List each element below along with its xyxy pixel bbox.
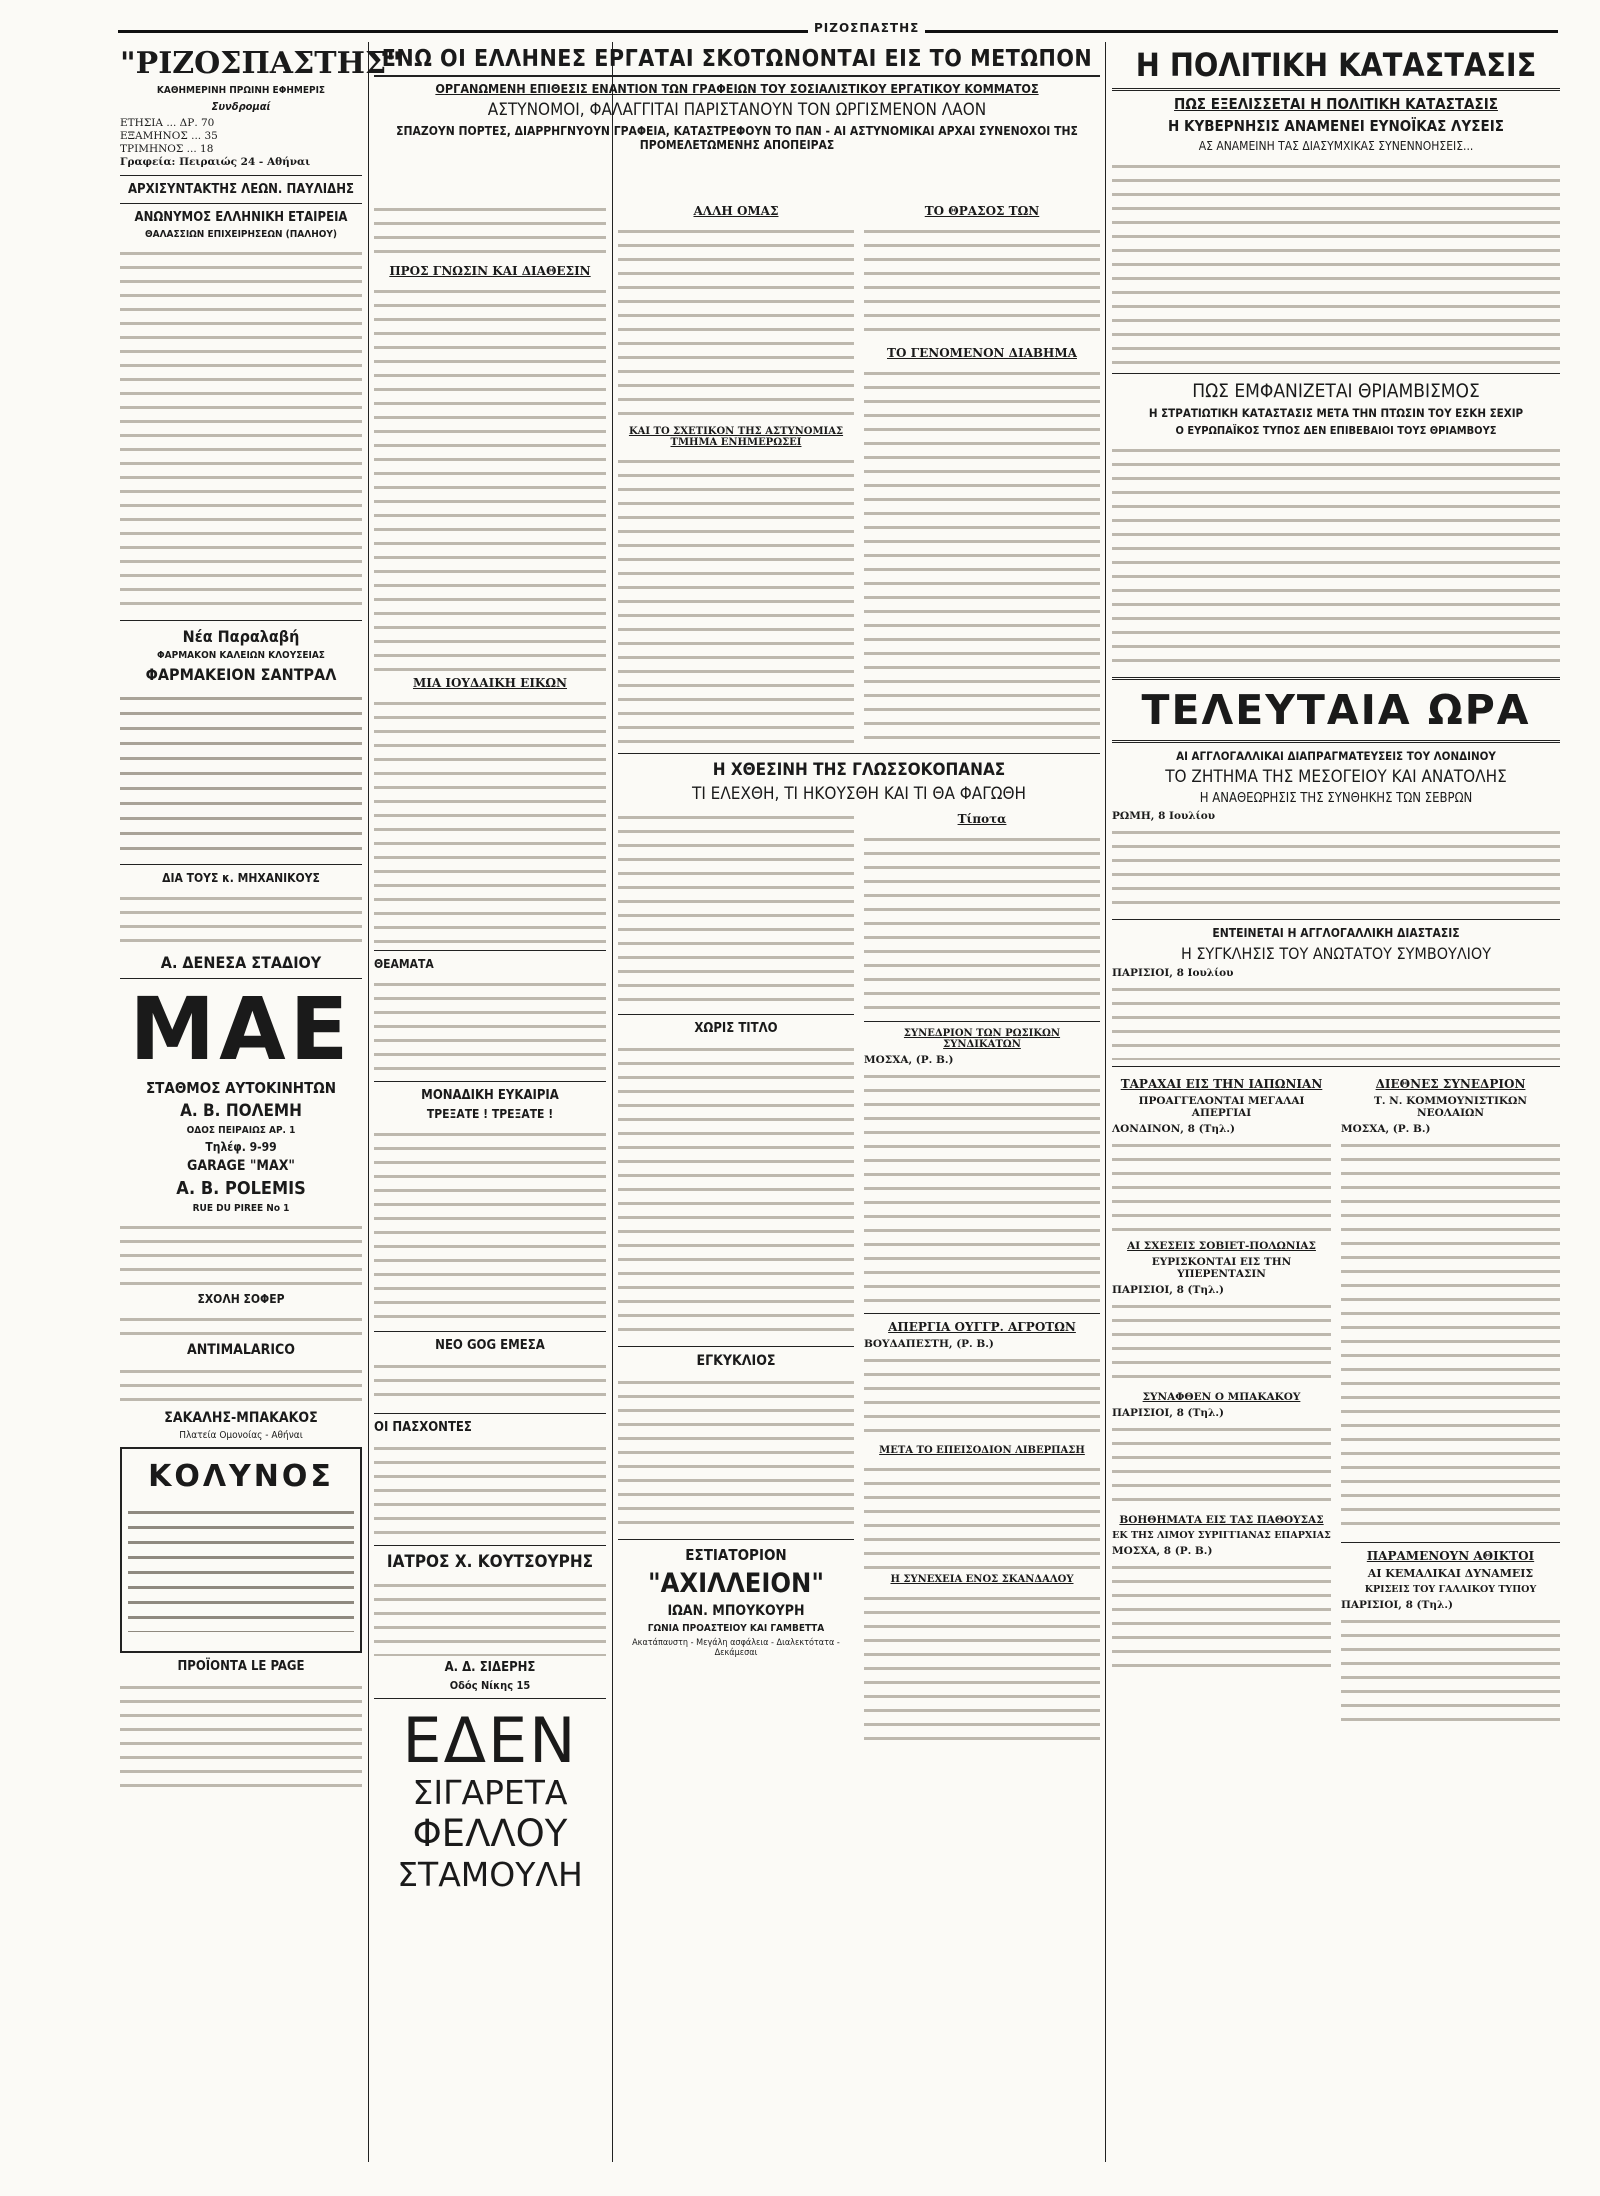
moscow-3-dateline: ΜΟΣΧΑ, (Ρ. Β.) — [1341, 1123, 1431, 1135]
politics-sub-3: ΑΣ ΑΝΑΜΕΙΝΗ ΤΑΣ ΔΙΑΣΥΜΧΙΚΑΣ ΣΥΝΕΝΝΟΗΣΕΙΣ... — [1198, 139, 1474, 153]
heading-eikon: ΜΙΑ ΙΟΥΔΑΙΚΗ ΕΙΚΩΝ — [412, 676, 568, 690]
main-sub-3: ΣΠΑΖΟΥΝ ΠΟΡΤΕΣ, ΔΙΑΡΡΗΓΝΥΟΥΝ ΓΡΑΦΕΙΑ, ΚΑΤΑΣΤΡΕΦΟΥΝ ΤΟ ΠΑΝ - ΑΙ ΑΣΤΥΝΟΜΙΚΑΙ ΑΡΧΑΙ ΣΥΝΕΝΟΧΟΙ ΤΗΣ ΠΡΟΜΕΛΕΤΩΜΕΝΗΣ ΑΠΟΠΕΙΡΑΣ — [396, 124, 1078, 152]
sideris-address: Οδός Νίκης 15 — [449, 1679, 531, 1692]
heading-alli: ΑΛΛΗ ΟΜΑΣ — [693, 204, 779, 218]
owner: ΙΩΑΝ. ΜΠΟΥΚΟΥΡΗ — [667, 1603, 805, 1619]
teleutaia-1: ΑΙ ΑΓΓΛΟΓΑΛΛΙΚΑΙ ΔΙΑΠΡΑΓΜΑΤΕΥΣΕΙΣ ΤΟΥ ΛΟΝΔΙΝΟΥ — [1176, 749, 1496, 763]
engineers-heading: ΔΙΑ ΤΟΥΣ κ. ΜΗΧΑΝΙΚΟΥΣ — [162, 871, 320, 885]
roma-dateline: ΡΩΜΗ, 8 Ιουλίου — [1112, 810, 1215, 822]
pharmacy-text — [120, 688, 362, 858]
polemi-name: Α. Β. ΠΟΛΕΜΗ — [180, 1101, 302, 1121]
heading-astynomia: ΚΑΙ ΤΟ ΣΧΕΤΙΚΟΝ ΤΗΣ ΑΣΤΥΝΟΜΙΑΣ ΤΜΗΜΑ ΕΝΗΜΕΡΩΣΕΙ — [628, 426, 844, 448]
kolynos-title: ΚΟΛΥΝΟΣ — [148, 1459, 334, 1494]
meta-epeisodion: ΜΕΤΑ ΤΟ ΕΠΕΙΣΟΔΙΟΝ ΛΙΒΕΡΠΑΣΗ — [879, 1445, 1085, 1456]
polemi-phone: Τηλέφ. 9-99 — [205, 1140, 277, 1154]
station-ad: ΣΤΑΘΜΟΣ ΑΥΤΟΚΙΝΗΤΩΝ — [145, 1079, 337, 1097]
new-arrival: Νέα Παραλαβή — [182, 627, 300, 646]
driving-school: ΣΧΟΛΗ ΣΟΦΕΡ — [197, 1292, 285, 1306]
column-3 — [618, 200, 1100, 1749]
monadiki-heading: ΜΟΝΑΔΙΚΗ ΕΥΚΑΙΡΙΑ — [421, 1088, 559, 1103]
theamata-text — [374, 975, 606, 1075]
rate-2: ΕΞΑΜΗΝΟΣ ... 35 — [120, 130, 218, 142]
article-text-2 — [374, 694, 606, 944]
column-2 — [374, 200, 606, 1895]
address: ΓΩΝΙΑ ΠΡΟΑΣΤΕΙΟΥ ΚΑΙ ΓΑΜΒΕΤΤΑ — [647, 1623, 825, 1634]
garage-text — [120, 1218, 362, 1288]
sakalis-address: Πλατεία Ομονοίας - Αθήναι — [179, 1430, 303, 1441]
paramenoun-2: ΑΙ ΚΕΜΑΛΙΚΑΙ ΔΥΝΑΜΕΙΣ — [1367, 1567, 1534, 1580]
trexate-heading: ΤΡΕΞΑΤΕ ! ΤΡΕΞΑΤΕ ! — [426, 1107, 554, 1121]
monadiki-text — [374, 1125, 606, 1325]
estiatorion: ΕΣΤΙΑΤΟΡΙΟΝ — [685, 1546, 787, 1564]
thriamvismos-sub-2: Ο ΕΥΡΩΠΑΪΚΟΣ ΤΥΠΟΣ ΔΕΝ ΕΠΙΒΕΒΑΙΟΙ ΤΟΥΣ ΘΡΙΑΜΒΟΥΣ — [1175, 424, 1497, 437]
paris-2-dateline: ΠΑΡΙΣΙΟΙ, 8 (Τηλ.) — [1112, 1284, 1224, 1296]
heading-thrasos: ΤΟ ΘΡΑΣΟΣ ΤΩΝ — [924, 204, 1040, 218]
rate-3: ΤΡΙΜΗΝΟΣ ... 18 — [120, 143, 214, 155]
budapest-dateline: ΒΟΥΔΑΠΕΣΤΗ, (Ρ. Β.) — [864, 1338, 994, 1350]
glossokopana-headline: Η ΧΘΕΣΙΝΗ ΤΗΣ ΓΛΩΣΣΟΚΟΠΑΝΑΣ — [712, 760, 1006, 780]
column-right — [1112, 42, 1560, 1722]
polemis-name: A. B. POLEMIS — [176, 1178, 306, 1199]
denesa-ad: Α. ΔΕΝΕΣΑ ΣΤΑΔΙΟΥ — [160, 953, 322, 972]
thriamvismos-sub: Η ΣΤΡΑΤΙΩΤΙΚΗ ΚΑΤΑΣΤΑΣΙΣ ΜΕΤΑ ΤΗΝ ΠΤΩΣΙΝ ΤΟΥ ΕΣΚΗ ΣΕΧΙΡ — [1148, 406, 1524, 420]
engineers-text — [120, 889, 362, 949]
politics-sub-2: Η ΚΥΒΕΡΝΗΣΙΣ ΑΝΑΜΕΝΕΙ ΕΥΝΟΪΚΑΣ ΛΥΣΕΙΣ — [1168, 117, 1504, 135]
tipota: Τίποτα — [957, 812, 1007, 826]
shipping-notices-text — [120, 244, 362, 614]
garage-name: GARAGE "MAX" — [187, 1158, 295, 1174]
pharmacy-line: ΦΑΡΜΑΚΟΝ ΚΑΛΕΙΩΝ ΚΛΟΥΣΕΙΑΣ — [157, 650, 325, 661]
heading-gnosi: ΠΡΟΣ ΓΝΩΣΙΝ ΚΑΙ ΔΙΑΘΕΣΙΝ — [389, 264, 591, 278]
teleutaia-ora: ΤΕΛΕΥΤΑΙΑ ΩΡΑ — [1141, 686, 1531, 734]
theamata-heading: ΘΕΑΜΑΤΑ — [374, 957, 434, 971]
polemi-address: ΟΔΟΣ ΠΕΙΡΑΙΩΣ ΑΡ. 1 — [186, 1125, 296, 1136]
voithimata-2: ΕΚ ΤΗΣ ΛΙΜΟΥ ΣΥΡΙΓΓΙΑΝΑΣ ΕΠΑΡΧΙΑΣ — [1112, 1530, 1331, 1541]
moscow-2-dateline: ΜΟΣΧΑ, 8 (Ρ. Β.) — [1112, 1545, 1213, 1557]
apergiai: ΠΡΟΑΓΓΕΛΟΝΤΑΙ ΜΕΓΑΛΑΙ ΑΠΕΡΓΙΑΙ — [1138, 1095, 1305, 1119]
paramenoun: ΠΑΡΑΜΕΝΟΥΝ ΑΘΙΚΤΟΙ — [1366, 1549, 1535, 1563]
scheseis: ΑΙ ΣΧΕΣΕΙΣ ΣΟΒΙΕΤ-ΠΟΛΩΝΙΑΣ — [1127, 1240, 1316, 1252]
teleutaia-2: ΤΟ ΖΗΤΗΜΑ ΤΗΣ ΜΕΣΟΓΕΙΟΥ ΚΑΙ ΑΝΑΤΟΛΗΣ — [1165, 767, 1507, 787]
column-rule — [1105, 42, 1106, 2162]
polemis-address: RUE DU PIREE No 1 — [192, 1203, 290, 1214]
voithimata: ΒΟΗΘΗΜΑΤΑ ΕΙΣ ΤΑΣ ΠΑΘΟΥΣΑΣ — [1119, 1514, 1324, 1526]
xoris-titlo: ΧΩΡΙΣ ΤΙΤΛΟ — [694, 1021, 778, 1036]
kolynos-text — [128, 1502, 354, 1632]
paper-title: "ΡΙΖΟΣΠΑΣΤΗΣ" — [120, 46, 402, 81]
offices: Γραφεία: Πειραιώς 24 - Αθήναι — [120, 156, 311, 168]
diastasis-headline: ΕΝΤΕΙΝΕΤΑΙ Η ΑΓΓΛΟΓΑΛΛΙΚΗ ΔΙΑΣΤΑΣΙΣ — [1212, 926, 1460, 940]
column-rule — [612, 42, 613, 2162]
eden-cigarette: ΣΙΓΑΡΕΤΑ — [412, 1773, 568, 1812]
synedrion: ΣΥΝΕΔΡΙΟΝ ΤΩΝ ΡΩΣΙΚΩΝ ΣΥΝΔΙΚΑΤΩΝ — [903, 1028, 1061, 1050]
diethnes: ΔΙΕΘΝΕΣ ΣΥΝΕΔΡΙΟΝ — [1375, 1077, 1526, 1091]
main-headline: ΕΝΩ ΟΙ ΕΛΛΗΝΕΣ ΕΡΓΑΤΑΙ ΣΚΟΤΩΝΟΝΤΑΙ ΕΙΣ ΤΟ ΜΕΤΩΠΟΝ — [374, 46, 1100, 77]
glossokopana-sub: ΤΙ ΕΛΕΧΘΗ, ΤΙ ΗΚΟΥΣΘΗ ΚΑΙ ΤΙ ΘΑ ΦΑΓΩΘΗ — [691, 784, 1027, 804]
column-rule — [368, 42, 369, 2162]
subscriptions-label: Συνδρομαί — [211, 100, 271, 113]
lepage-heading: ΠΡΟΪΟΝΤΑ LE PAGE — [177, 1659, 305, 1674]
article-text-1 — [374, 282, 606, 672]
company-name: ΑΝΩΝΥΜΟΣ ΕΛΛΗΝΙΚΗ ΕΤΑΙΡΕΙΑ — [134, 210, 348, 225]
main-sub-2: ΑΣΤΥΝΟΜΟΙ, ΦΑΛΑΓΓΙΤΑΙ ΠΑΡΙΣΤΑΝΟΥΝ ΤΟΝ ΩΡΓΙΣΜΕΝΟΝ ΛΑΟΝ — [487, 100, 987, 120]
egkyklios: ΕΓΚΥΚΛΙΟΣ — [696, 1353, 776, 1369]
masthead-small: ΡΙΖΟΣΠΑΣΤΗΣ — [808, 21, 925, 35]
teleutaia-3: Η ΑΝΑΘΕΩΡΗΣΙΣ ΤΗΣ ΣΥΝΘΗΚΗΣ ΤΩΝ ΣΕΒΡΩΝ — [1199, 791, 1473, 806]
kolynos-ad — [120, 1447, 362, 1653]
lepage-text — [120, 1678, 362, 1788]
eden-stamouli: ΣΤΑΜΟΥΛΗ — [397, 1855, 583, 1894]
main-sub-1: ΟΡΓΑΝΩΜΕΝΗ ΕΠΙΘΕΣΙΣ ΕΝΑΝΤΙΟΝ ΤΩΝ ΓΡΑΦΕΙΩΝ ΤΟΥ ΣΟΣΙΑΛΙΣΤΙΚΟΥ ΕΡΓΑΤΙΚΟΥ ΚΟΜΜΑΤΟΣ — [435, 81, 1039, 96]
politics-sub-1: ΠΩΣ ΕΞΕΛΙΣΣΕΤΑΙ Η ΠΟΛΙΤΙΚΗ ΚΑΤΑΣΤΑΣΙΣ — [1174, 95, 1498, 113]
paris-3-dateline: ΠΑΡΙΣΙΟΙ, 8 (Τηλ.) — [1112, 1407, 1224, 1419]
eden-ad — [374, 1704, 606, 1895]
heading-diavima: ΤΟ ΓΕΝΟΜΕΝΟΝ ΔΙΑΒΗΜΑ — [887, 346, 1077, 360]
paris-dateline: ΠΑΡΙΣΙΟΙ, 8 Ιουλίου — [1112, 967, 1234, 979]
sideris-name: Α. Δ. ΣΙΔΕΡΗΣ — [444, 1660, 536, 1675]
paris-4-dateline: ΠΑΡΙΣΙΟΙ, 8 (Τηλ.) — [1341, 1599, 1453, 1611]
antimalarico-ad: ANTIMALARICO — [187, 1342, 295, 1358]
neo-heading: ΝΕΟ GOG ΕΜΕΣΑ — [435, 1338, 545, 1353]
scheseis-2: ΕΥΡΙΣΚΟΝΤΑΙ ΕΙΣ ΤΗΝ ΥΠΕΡΕΝΤΑΣΙΝ — [1151, 1256, 1292, 1280]
tarachai: ΤΑΡΑΧΑΙ ΕΙΣ ΤΗΝ ΙΑΠΩΝΙΑΝ — [1120, 1077, 1323, 1091]
mae-ad: ΜΑΕ — [129, 980, 353, 1080]
pharmacy-name: ΦΑΡΜΑΚΕΙΟΝ ΣΑΝΤΡΑΛ — [145, 665, 337, 684]
apergia: ΑΠΕΡΓΙΑ ΟΥΓΓΡ. ΑΓΡΟΤΩΝ — [888, 1320, 1076, 1334]
eden-fellou: ΦΕΛΛΟΥ — [412, 1812, 568, 1855]
column-center-top — [374, 42, 1100, 156]
moscow-dateline: ΜΟΣΧΑ, (Ρ. Β.) — [864, 1054, 954, 1066]
rate-1: ΕΤΗΣΙΑ ... ΔΡ. 70 — [120, 117, 215, 129]
thriamvismos-headline: ΠΩΣ ΕΜΦΑΝΙΖΕΤΑΙ ΘΡΙΑΜΒΙΣΜΟΣ — [1192, 380, 1480, 402]
kriseis: ΚΡΙΣΕΙΣ ΤΟΥ ΓΑΛΛΙΚΟΥ ΤΥΠΟΥ — [1364, 1584, 1537, 1595]
address-2: Ακατάπαυστη - Μεγάλη ασφάλεια - Διαλεκτότατα - Δεκάμεσαι — [632, 1638, 840, 1658]
diethnes-2: Τ. Ν. ΚΟΜΜΟΥΝΙΣΤΙΚΩΝ ΝΕΟΛΑΙΩΝ — [1374, 1095, 1527, 1119]
synexeia: Η ΣΥΝΕΧΕΙΑ ΕΝΟΣ ΣΚΑΝΔΑΛΟΥ — [890, 1574, 1074, 1585]
iatros-heading: ΙΑΤΡΟΣ Χ. ΚΟΥΤΣΟΥΡΗΣ — [386, 1552, 594, 1572]
politics-headline: Η ΠΟΛΙΤΙΚΗ ΚΑΤΑΣΤΑΣΙΣ — [1112, 46, 1560, 91]
company-sub: ΘΑΛΑΣΣΙΩΝ ΕΠΙΧΕΙΡΗΣΕΩΝ (ΠΑΛΗΟΥ) — [144, 229, 338, 240]
sakalis-name: ΣΑΚΑΛΗΣ-ΜΠΑΚΑΚΟΣ — [164, 1410, 318, 1426]
achilleion: "ΑΧΙΛΛΕΙΟΝ" — [647, 1568, 825, 1599]
editor-line: ΑΡΧΙΣΥΝΤΑΚΤΗΣ ΛΕΩΝ. ΠΑΥΛΙΔΗΣ — [128, 182, 354, 197]
eden-title: ΕΔΕΝ — [402, 1704, 578, 1777]
synefsi: ΣΥΝΑΦΘΕΝ Ο ΜΠΑΚΑΚΟΥ — [1142, 1391, 1301, 1403]
paper-subtitle: ΚΑΘΗΜΕΡΙΝΗ ΠΡΩΙΝΗ ΕΦΗΜΕΡΙΣ — [156, 85, 326, 96]
london-dateline: ΛΟΝΔΙΝΟΝ, 8 (Τηλ.) — [1112, 1123, 1235, 1135]
column-left — [120, 42, 402, 1788]
paschontes-heading: ΟΙ ΠΑΣΧΟΝΤΕΣ — [374, 1420, 472, 1435]
diastasis-sub: Η ΣΥΓΚΛΗΣΙΣ ΤΟΥ ΑΝΩΤΑΤΟΥ ΣΥΜΒΟΥΛΙΟΥ — [1180, 944, 1492, 963]
